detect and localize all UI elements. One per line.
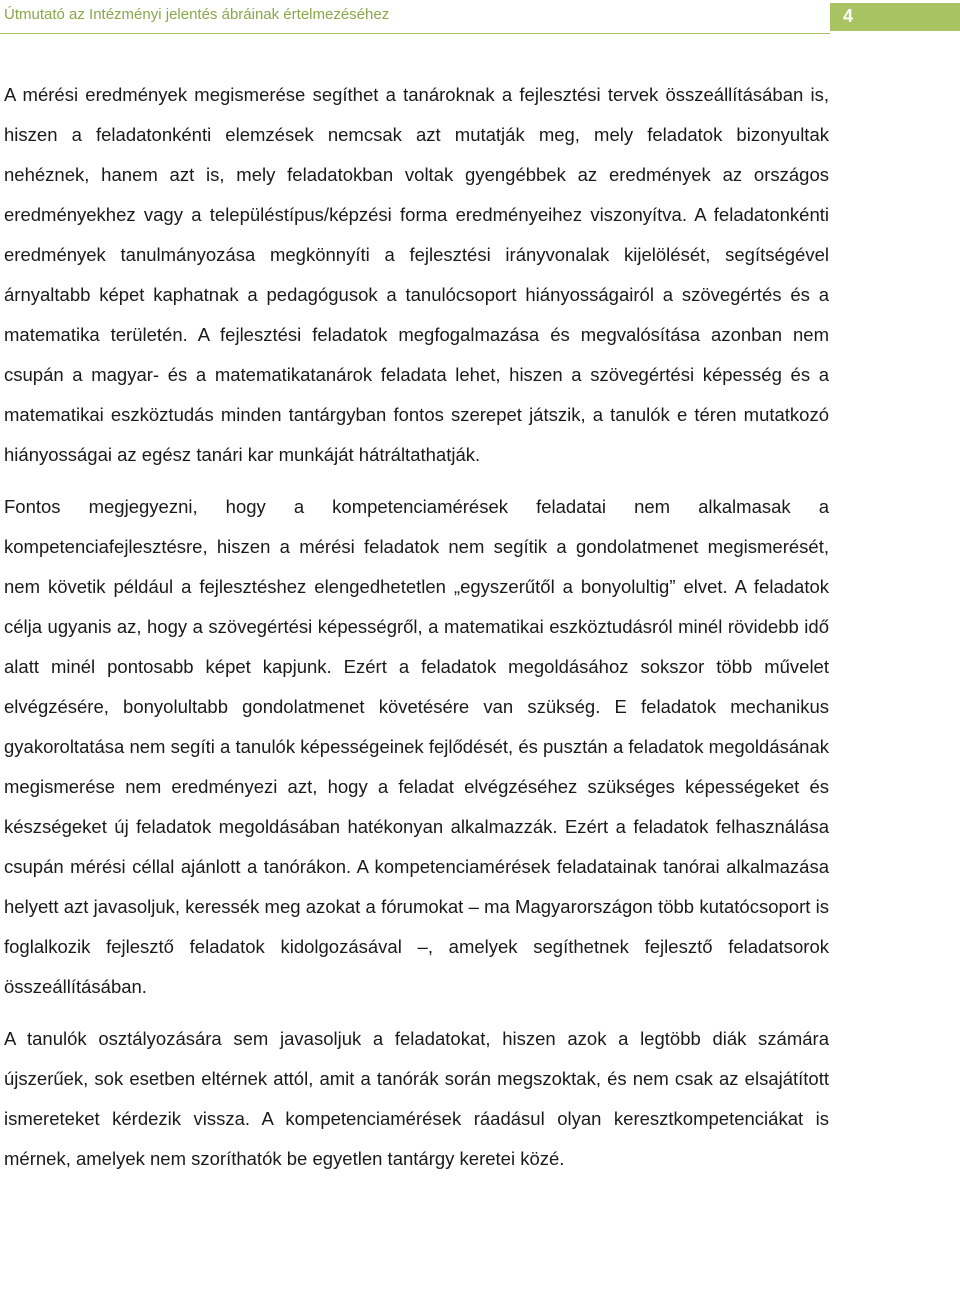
page-header	[0, 0, 960, 40]
header-divider	[0, 33, 830, 34]
paragraph-2: Fontos megjegyezni, hogy a kompetenciamérések feladatai nem alkalmasak a kompetenciafejlesztésre, hiszen a mérési feladatok nem segítik a gondolatmenet megismerését, nem követik például a fejlesztéshez elengedhetetlen „egyszerűtől a bonyolultig” elvet. A feladatok célja ugyanis az, hogy a szövegértési képességről, a matematikai eszköztudásról minél rövidebb idő alatt minél pontosabb képet kapjunk. Ezért a feladatok megoldásához sokszor több művelet elvégzésére, bonyolultabb gondolatmenet követésére van szükség. E feladatok mechanikus gyakoroltatása nem segíti a tanulók képességeinek fejlődését, és pusztán a feladatok megoldásának megismerése nem eredményezi azt, hogy a feladat elvégzéséhez szükséges képességeket és készségeket új feladatok megoldásában hatékonyan alkalmazzák. Ezért a feladatok felhasználása csupán mérési céllal ajánlott a tanórákon. A kompetenciamérések feladatainak tanórai alkalmazása helyett azt javasoljuk, keressék meg azokat a fórumokat – ma Magyarországon több kutatócsoport is foglalkozik fejlesztő feladatok kidolgozásával –, amelyek segíthetnek fejlesztő feladatsorok összeállításában.	[4, 496, 829, 997]
paragraph-3: A tanulók osztályozására sem javasoljuk a feladatokat, hiszen azok a legtöbb diák számára újszerűek, sok esetben eltérnek attól, amit a tanórák során megszoktak, és nem csak az elsajátított ismereteket kérdezik vissza. A kompetenciamérések ráadásul olyan keresztkompetenciákat is mérnek, amelyek nem szoríthatók be egyetlen tantárgy keretei közé.	[4, 1028, 829, 1169]
page-body	[4, 75, 829, 1179]
page-number: 4	[842, 6, 853, 26]
document-title: Útmutató az Intézményi jelentés ábráinak értelmezéséhez	[4, 6, 390, 23]
paragraph-1: A mérési eredmények megismerése segíthet a tanároknak a fejlesztési tervek összeállításában is, hiszen a feladatonkénti elemzések nemcsak azt mutatják meg, mely feladatok bizonyultak nehéznek, hanem azt is, mely feladatokban voltak gyengébbek az eredmények az országos eredményekhez vagy a településtípus/képzési forma eredményeihez viszonyítva. A feladatonkénti eredmények tanulmányozása megkönnyíti a fejlesztési irányvonalak kijelölését, segítségével árnyaltabb képet kaphatnak a pedagógusok a tanulócsoport hiányosságairól a szövegértés és a matematika területén. A fejlesztési feladatok megfogalmazása és megvalósítása azonban nem csupán a magyar- és a matematikatanárok feladata lehet, hiszen a szövegértési képesség és a matematikai eszköztudás minden tantárgyban fontos szerepet játszik, a tanulók e téren mutatkozó hiányosságai az egész tanári kar munkáját hátráltathatják.	[4, 84, 829, 465]
page-number-badge	[830, 3, 960, 31]
